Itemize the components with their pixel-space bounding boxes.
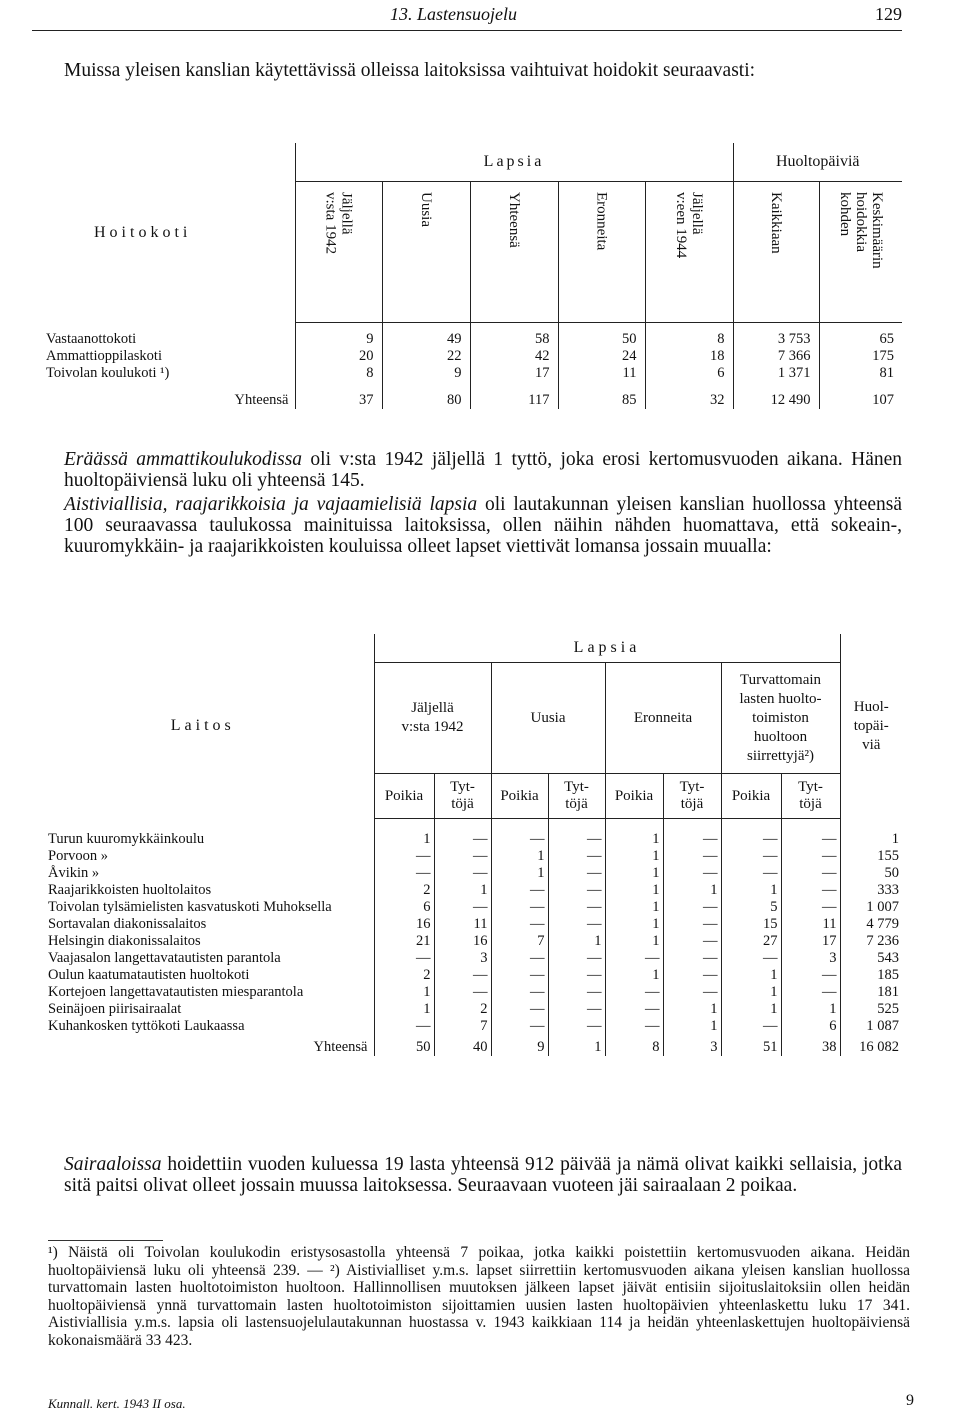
cell: 58	[470, 323, 558, 349]
row-label: Toivolan koulukoti ¹)	[46, 365, 170, 381]
cell: 9	[491, 1035, 548, 1056]
group-header: Jäljellä v:sta 1942	[374, 663, 491, 774]
cell: 6	[645, 365, 733, 382]
column-header: Uusia	[382, 182, 470, 323]
cell: 3	[781, 950, 840, 967]
cell: —	[663, 899, 721, 916]
cell: 21	[374, 933, 434, 950]
table-row	[32, 1001, 902, 1018]
cell: 1 087	[840, 1018, 902, 1035]
cell: —	[491, 984, 548, 1001]
table-row	[32, 933, 902, 950]
sairaaloissa-paragraph: Sairaaloissa hoidettiin vuoden kuluessa 19 lasta yhteensä 912 päivää ja nämä olivat kaikki sellaisia, jotka sitä paitsi olivat olleet jossain muussa laitoksessa. Seuraavaan vuoteen jäi sairaalaan 2 poikaa.	[64, 1154, 902, 1196]
cell: —	[374, 950, 434, 967]
cell: —	[548, 967, 605, 984]
cell: —	[663, 950, 721, 967]
group-header-huoltopaivia: Huoltopäiviä	[733, 143, 902, 182]
cell: 6	[374, 899, 434, 916]
subheader-tyttoja: Tyt- töjä	[781, 774, 840, 819]
cell: —	[605, 950, 663, 967]
row-label: Ammattioppilaskoti	[46, 348, 162, 364]
cell: —	[434, 819, 491, 849]
cell: —	[374, 865, 434, 882]
emphasis: Eräässä ammattikoulukodissa	[64, 449, 303, 470]
laitos-table-body	[32, 819, 902, 1057]
row-label: Seinäjoen piirisairaalat	[48, 1001, 182, 1017]
cell: 11	[781, 916, 840, 933]
cell: 1	[491, 848, 548, 865]
cell: 1	[663, 1018, 721, 1035]
cell: 2	[434, 1001, 491, 1018]
cell: 8	[295, 365, 382, 382]
cell: 1	[605, 899, 663, 916]
row-label: Åvikin »	[48, 865, 100, 881]
cell: 16	[434, 933, 491, 950]
cell: 1	[605, 933, 663, 950]
row-label: Oulun kaatumatautisten huoltokoti	[48, 967, 250, 983]
subheader-tyttoja: Tyt- töjä	[434, 774, 491, 819]
cell: —	[434, 967, 491, 984]
cell: 3	[434, 950, 491, 967]
cell: 1	[721, 967, 781, 984]
cell: 17	[470, 365, 558, 382]
cell: 1	[548, 933, 605, 950]
group-header-lapsia: Lapsia	[295, 143, 733, 182]
cell: 181	[840, 984, 902, 1001]
cell: —	[491, 899, 548, 916]
cell: 1	[840, 819, 902, 849]
cell: 3	[663, 1035, 721, 1056]
cell: —	[548, 984, 605, 1001]
subheader-poikia: Poikia	[605, 774, 663, 819]
column-header-laitos: Laitos	[170, 717, 235, 735]
subheader-poikia: Poikia	[491, 774, 548, 819]
row-label: Kuhankosken tyttökoti Laukaassa	[48, 1018, 245, 1034]
cell: —	[491, 1001, 548, 1018]
total-row	[32, 1035, 902, 1056]
cell: —	[781, 848, 840, 865]
cell: —	[491, 1018, 548, 1035]
row-label: Toivolan tylsämielisten kasvatuskoti Muhoksella	[48, 899, 332, 915]
cell: —	[721, 819, 781, 849]
cell: —	[548, 1018, 605, 1035]
cell: 185	[840, 967, 902, 984]
table-row	[32, 882, 902, 899]
cell: 1	[374, 984, 434, 1001]
hoitokoti-table	[32, 143, 902, 409]
cell: 2	[374, 882, 434, 899]
cell: —	[781, 967, 840, 984]
table-row	[32, 348, 902, 365]
cell: 155	[840, 848, 902, 865]
cell: 3 753	[733, 323, 819, 349]
cell: —	[548, 819, 605, 849]
cell: 543	[840, 950, 902, 967]
cell: 7 236	[840, 933, 902, 950]
cell: —	[781, 882, 840, 899]
emphasis: Aistiviallisia, raajarikkoisia ja vajaamielisiä lapsia	[64, 494, 478, 515]
cell: 1	[605, 865, 663, 882]
cell: 1	[548, 1035, 605, 1056]
column-header: Yhteensä	[470, 182, 558, 323]
cell: 1	[491, 865, 548, 882]
header-rule	[32, 30, 902, 31]
cell: 40	[434, 1035, 491, 1056]
cell: —	[663, 967, 721, 984]
cell: 7	[434, 1018, 491, 1035]
cell: 9	[295, 323, 382, 349]
source-note: Kunnall. kert. 1943 II osa.	[48, 1396, 186, 1411]
cell: 1	[721, 1001, 781, 1018]
cell: —	[491, 916, 548, 933]
cell: —	[491, 950, 548, 967]
cell: 42	[470, 348, 558, 365]
cell: —	[721, 1018, 781, 1035]
table-row	[32, 984, 902, 1001]
cell: 11	[558, 365, 645, 382]
table-row	[32, 967, 902, 984]
erassa-paragraph: Eräässä ammattikoulukodissa oli v:sta 1942 jäljellä 1 tyttö, joka erosi kertomusvuoden aikana. Hänen huoltopäiviensä luku oli yhteensä 145.	[64, 449, 903, 491]
table-row	[32, 819, 902, 849]
footnote-rule	[48, 1240, 163, 1241]
cell: 7 366	[733, 348, 819, 365]
cell: 1	[434, 882, 491, 899]
table-row	[32, 950, 902, 967]
cell: —	[605, 1001, 663, 1018]
cell: 1 371	[733, 365, 819, 382]
cell: 8	[645, 323, 733, 349]
cell: 9	[382, 365, 470, 382]
cell: 7	[491, 933, 548, 950]
cell: 8	[605, 1035, 663, 1056]
cell: 32	[645, 382, 733, 409]
cell: 37	[295, 382, 382, 409]
cell: —	[548, 950, 605, 967]
table-row	[32, 848, 902, 865]
cell: 65	[819, 323, 902, 349]
subheader-tyttoja: Tyt- töjä	[663, 774, 721, 819]
total-row	[32, 382, 902, 409]
cell: 117	[470, 382, 558, 409]
group-header: Uusia	[491, 663, 605, 774]
cell: —	[781, 899, 840, 916]
cell: 6	[781, 1018, 840, 1035]
page-number: 129	[875, 4, 902, 24]
column-header: Kaikkiaan	[733, 182, 819, 323]
cell: —	[663, 933, 721, 950]
cell: 11	[434, 916, 491, 933]
cell: —	[721, 950, 781, 967]
cell: —	[548, 899, 605, 916]
cell: 17	[781, 933, 840, 950]
subheader-poikia: Poikia	[374, 774, 434, 819]
row-label: Vaajasalon langettavatautisten parantola	[48, 950, 281, 966]
cell: 1	[605, 916, 663, 933]
row-label: Porvoon »	[48, 848, 109, 864]
cell: 5	[721, 899, 781, 916]
cell: 1	[663, 1001, 721, 1018]
row-label: Kortejoen langettavatautisten miesparantola	[48, 984, 304, 1000]
cell: 1	[605, 819, 663, 849]
cell: —	[781, 865, 840, 882]
cell: —	[781, 819, 840, 849]
cell: —	[434, 984, 491, 1001]
cell: —	[434, 865, 491, 882]
row-label: Helsingin diakonissalaitos	[48, 933, 201, 949]
cell: 2	[374, 967, 434, 984]
running-header	[0, 2, 960, 26]
cell: 1	[605, 967, 663, 984]
cell: 16	[374, 916, 434, 933]
cell: 1	[781, 1001, 840, 1018]
cell: 81	[819, 365, 902, 382]
intro-paragraph: Muissa yleisen kanslian käytettävissä olleissa laitoksissa vaihtuivat hoidokit seuraavasti:	[64, 60, 756, 81]
cell: 51	[721, 1035, 781, 1056]
column-header: Eronneita	[558, 182, 645, 323]
cell: 1	[374, 819, 434, 849]
cell: —	[491, 967, 548, 984]
cell: 27	[721, 933, 781, 950]
row-label: Sortavalan diakonissalaitos	[48, 916, 207, 932]
subheader-poikia: Poikia	[721, 774, 781, 819]
total-label: Yhteensä	[234, 392, 289, 408]
cell: —	[374, 1018, 434, 1035]
cell: 333	[840, 882, 902, 899]
cell: —	[721, 848, 781, 865]
subheader-tyttoja: Tyt- töjä	[548, 774, 605, 819]
cell: 4 779	[840, 916, 902, 933]
table-row	[32, 865, 902, 882]
cell: 107	[819, 382, 902, 409]
aistiviallisia-paragraph: Aistiviallisia, raajarikkoisia ja vajaamielisiä lapsia oli lautakunnan yleisen kanslian huollossa yhteensä 100 seuraavassa taulukossa mainituissa laitoksissa, ollen näihin nähden huomattava, että sokeain-, kuuromykkäin- ja raajarikkoisten kouluissa olleet lapset viettivät lomansa jossain muualla:	[64, 494, 902, 557]
table-row	[32, 365, 902, 382]
row-label: Turun kuuromykkäinkoulu	[48, 830, 205, 847]
cell: —	[374, 848, 434, 865]
cell: —	[605, 984, 663, 1001]
cell: —	[548, 1001, 605, 1018]
cell: 85	[558, 382, 645, 409]
column-header: Jäljellä v:een 1944	[645, 182, 733, 323]
group-header: Eronneita	[605, 663, 721, 774]
cell: 12 490	[733, 382, 819, 409]
cell: 15	[721, 916, 781, 933]
cell: 1 007	[840, 899, 902, 916]
cell: 1	[605, 848, 663, 865]
cell: 50	[374, 1035, 434, 1056]
cell: —	[491, 882, 548, 899]
laitos-table	[32, 634, 902, 1056]
chapter-title: 13. Lastensuojelu	[390, 4, 518, 24]
column-header: Jäljellä v:sta 1942	[295, 182, 382, 323]
cell: 80	[382, 382, 470, 409]
cell: —	[434, 848, 491, 865]
cell: 1	[605, 882, 663, 899]
footnote: ¹) Näistä oli Toivolan koulukodin eristysosastolla yhteensä 7 poikaa, jotka kaikki poistettiin kertomusvuoden aikana. Heidän huoltopäiviensä luku oli yhteensä 239. — ²) Aistivialliset y.m.s. lapset siirrettiin kertomusvuoden aikana yleisen kanslian huollossa turvattomain lasten huoltotoimiston huoltoon. Hallinnollisen muutoksen jälkeen lapset jäivät entisiin sijoituslaitoksiin ollen heidän huoltopäiviensä ynnä turvattomain lasten huoltotoimiston sijoittamien uusien lasten huoltopäivien yhteenlaskettu luku 17 341. Aistiviallisia y.m.s. lapsia oli lastensuojelulautakunnan huostassa v. 1943 kaikkiaan 114 ja heidän yhteenlaskettujen huoltopäiviensä kokonaismäärä 33 423.	[48, 1244, 910, 1349]
cell: —	[548, 848, 605, 865]
emphasis: Sairaaloissa	[64, 1154, 162, 1175]
cell: —	[663, 984, 721, 1001]
cell: 525	[840, 1001, 902, 1018]
cell: —	[491, 819, 548, 849]
cell: —	[663, 819, 721, 849]
cell: —	[663, 848, 721, 865]
table-row	[32, 1018, 902, 1035]
row-label: Vastaanottokoti	[46, 330, 137, 347]
cell: —	[548, 916, 605, 933]
table-row	[32, 916, 902, 933]
cell: 20	[295, 348, 382, 365]
cell: 49	[382, 323, 470, 349]
cell: —	[663, 865, 721, 882]
table-row	[32, 899, 902, 916]
cell: 50	[558, 323, 645, 349]
cell: —	[663, 916, 721, 933]
signature-number: 9	[906, 1392, 914, 1409]
cell: 1	[663, 882, 721, 899]
cell: 1	[721, 984, 781, 1001]
cell: 22	[382, 348, 470, 365]
cell: 1	[374, 1001, 434, 1018]
cell: —	[721, 865, 781, 882]
column-header-huoltopaivia: Huol- topäi- viä	[840, 634, 902, 819]
cell: 1	[721, 882, 781, 899]
group-header: Turvattomain lasten huolto- toimiston huoltoon siirrettyjä²)	[721, 663, 840, 774]
cell: —	[434, 899, 491, 916]
cell: 16 082	[840, 1035, 902, 1056]
cell: —	[781, 984, 840, 1001]
cell: —	[548, 865, 605, 882]
cell: 18	[645, 348, 733, 365]
cell: 175	[819, 348, 902, 365]
cell: 38	[781, 1035, 840, 1056]
column-header-hoitokoti: Hoitokoti	[94, 223, 192, 241]
group-header-lapsia: Lapsia	[374, 634, 840, 663]
cell: —	[548, 882, 605, 899]
table-row	[32, 323, 902, 349]
row-label: Raajarikkoisten huoltolaitos	[48, 882, 212, 898]
total-label: Yhteensä	[313, 1039, 368, 1055]
cell: 50	[840, 865, 902, 882]
cell: —	[605, 1018, 663, 1035]
cell: 24	[558, 348, 645, 365]
column-header: Keskimäärin hoidokkia kohden	[819, 182, 902, 323]
